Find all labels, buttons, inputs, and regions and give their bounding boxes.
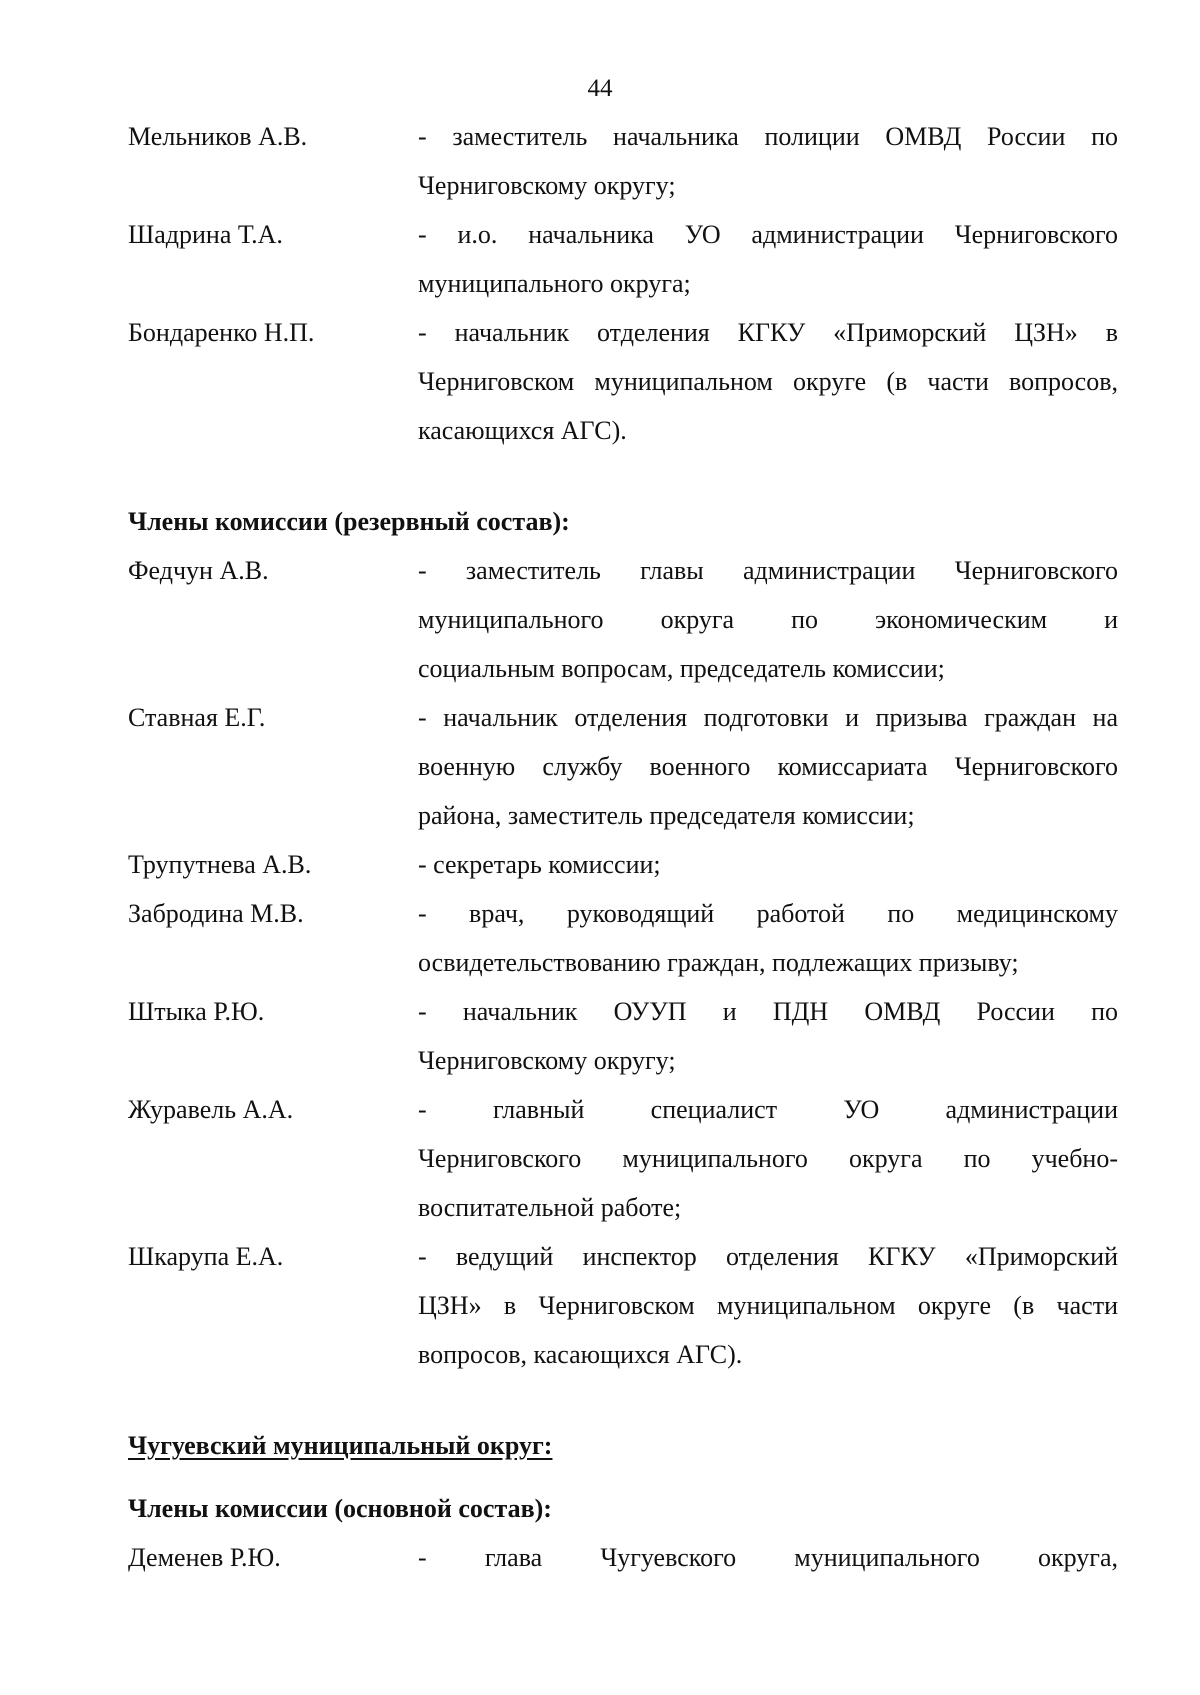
position-line: - главный специалист УО администрации <box>418 1095 1118 1124</box>
member-name: Ставная Е.Г. <box>128 703 266 732</box>
member-position <box>418 840 1118 889</box>
position-line: - ведущий инспектор отделения КГКУ «Приморский <box>418 1242 1118 1271</box>
position-line: - глава Чугуевского муниципального округа, <box>418 1543 1118 1572</box>
member-row <box>128 693 1118 840</box>
position-line: касающихся АГС). <box>418 416 627 445</box>
member-name: Штыка Р.Ю. <box>128 997 265 1026</box>
district-heading: Чугуевский муниципальный округ: <box>128 1431 553 1460</box>
member-row <box>128 840 1118 889</box>
section-heading-reserve: Члены комиссии (резервный состав): <box>128 507 570 536</box>
member-position <box>418 308 1118 455</box>
member-row <box>128 987 1118 1085</box>
position-line: муниципального округа; <box>418 269 691 298</box>
position-line: района, заместитель председателя комиссии; <box>418 801 915 830</box>
member-row <box>128 1533 1118 1582</box>
position-line: вопросов, касающихся АГС). <box>418 1340 743 1369</box>
member-row <box>128 1085 1118 1232</box>
position-line: - и.о. начальника УО администрации Черниговского <box>418 220 1118 249</box>
member-name: Федчун А.В. <box>128 556 269 585</box>
member-row <box>128 1232 1118 1379</box>
position-line: воспитательной работе; <box>418 1193 682 1222</box>
member-position <box>418 546 1118 693</box>
member-name: Деменев Р.Ю. <box>128 1543 281 1572</box>
member-row <box>128 546 1118 693</box>
member-position <box>418 112 1118 210</box>
position-line: - секретарь комиссии; <box>418 850 661 879</box>
position-line: - заместитель главы администрации Черниговского <box>418 556 1118 585</box>
member-name: Мельников А.В. <box>128 122 308 151</box>
position-line: - заместитель начальника полиции ОМВД России по <box>418 122 1118 151</box>
section-heading-main: Члены комиссии (основной состав): <box>128 1494 552 1523</box>
member-name: Трупутнева А.В. <box>128 850 312 879</box>
member-row <box>128 308 1118 455</box>
position-line: Черниговского муниципального округа по учебно- <box>418 1144 1118 1173</box>
position-line: Черниговскому округу; <box>418 171 676 200</box>
position-line: - врач, руководящий работой по медицинскому <box>418 899 1118 928</box>
page-content <box>128 112 1118 1582</box>
position-line: военную службу военного комиссариата Черниговского <box>418 752 1118 781</box>
position-line: освидетельствованию граждан, подлежащих призыву; <box>418 948 1019 977</box>
member-position <box>418 987 1118 1085</box>
member-row <box>128 210 1118 308</box>
member-row <box>128 112 1118 210</box>
position-line: - начальник ОУУП и ПДН ОМВД России по <box>418 997 1118 1026</box>
position-line: Черниговскому округу; <box>418 1046 676 1075</box>
position-line: - начальник отделения КГКУ «Приморский ЦЗН» в <box>418 318 1118 347</box>
member-position <box>418 1085 1118 1232</box>
position-line: Черниговском муниципальном округе (в части вопросов, <box>418 367 1118 396</box>
position-line: социальным вопросам, председатель комиссии; <box>418 654 945 683</box>
member-name: Журавель А.А. <box>128 1095 294 1124</box>
position-line: муниципального округа по экономическим и <box>418 605 1118 634</box>
page-number: 44 <box>587 75 613 102</box>
member-position <box>418 210 1118 308</box>
position-line: ЦЗН» в Черниговском муниципальном округе (в части <box>418 1291 1118 1320</box>
position-line: - начальник отделения подготовки и призыва граждан на <box>418 703 1118 732</box>
member-position <box>418 1232 1118 1379</box>
member-position <box>418 693 1118 840</box>
member-row <box>128 889 1118 987</box>
member-position <box>418 1533 1118 1582</box>
member-name: Шкарупа Е.А. <box>128 1242 284 1271</box>
member-name: Забродина М.В. <box>128 899 304 928</box>
member-name: Бондаренко Н.П. <box>128 318 315 347</box>
member-position <box>418 889 1118 987</box>
member-name: Шадрина Т.А. <box>128 220 283 249</box>
